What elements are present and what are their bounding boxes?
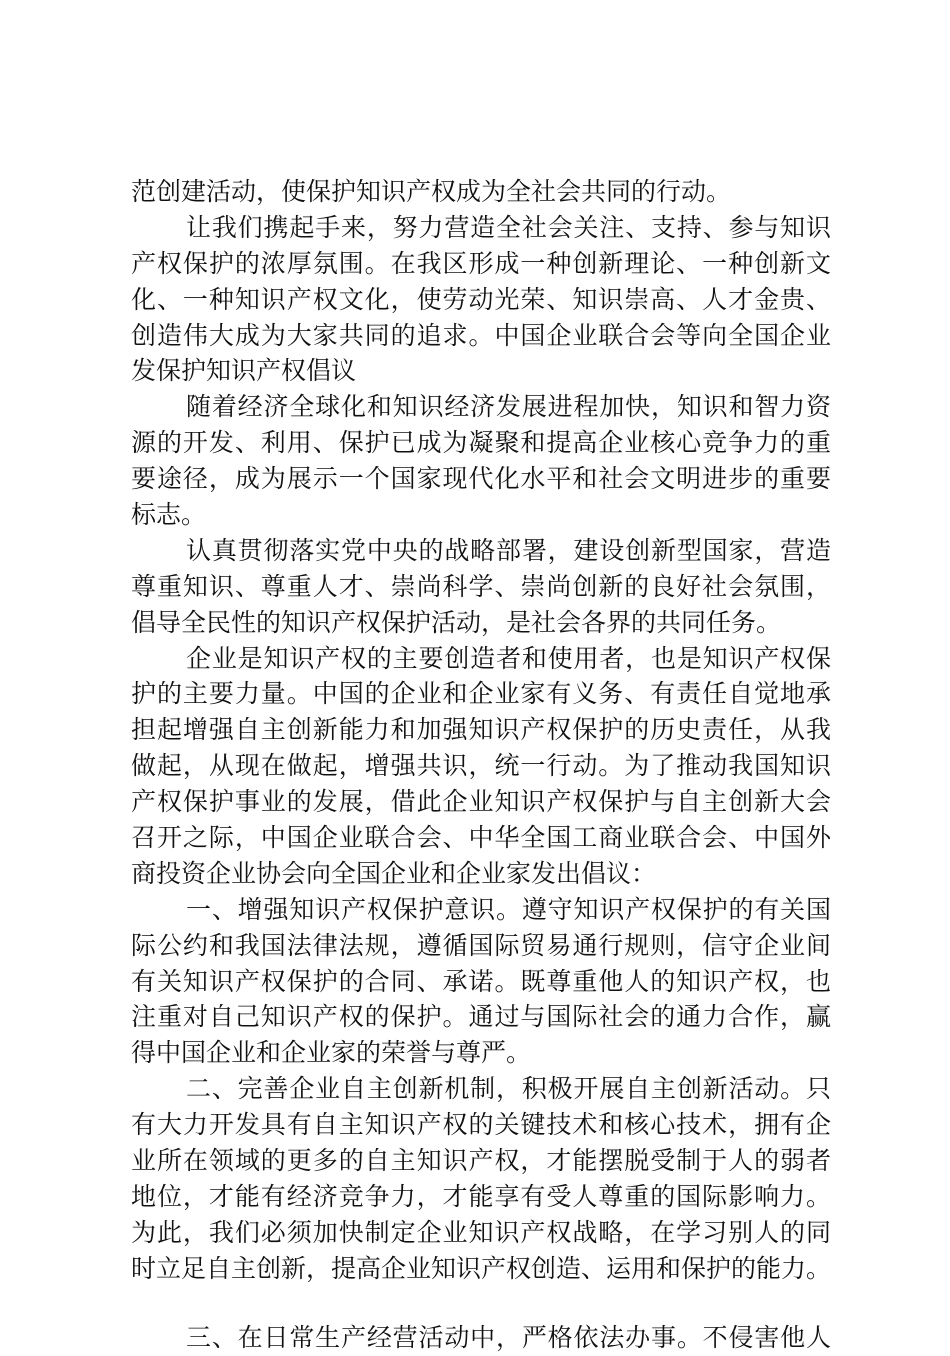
text-line: 做起，从现在做起，增强共识，统一行动。为了推动我国知识 <box>131 751 831 781</box>
paragraph-spacer <box>131 1287 831 1320</box>
paragraph-first-line: 一、增强知识产权保护意识。遵守知识产权保护的有关国 <box>186 894 831 924</box>
text-line: 际公约和我国法律法规，遵循国际贸易通行规则，信守企业间 <box>131 930 831 960</box>
paragraph-first-line: 二、完善企业自主创新机制，积极开展自主创新活动。只 <box>186 1074 831 1104</box>
text-line: 时立足自主创新，提高企业知识产权创造、运用和保护的能力。 <box>131 1253 832 1283</box>
text-line: 商投资企业协会向全国企业和企业家发出倡议： <box>131 858 657 888</box>
text-line: 注重对自己知识产权的保护。通过与国际社会的通力合作，赢 <box>131 1002 831 1032</box>
text-line: 担起增强自主创新能力和加强知识产权保护的历史责任，从我 <box>131 715 831 745</box>
text-line: 业所在领域的更多的自主知识产权，才能摆脱受制于人的弱者 <box>131 1146 831 1176</box>
text-line: 要途径，成为展示一个国家现代化水平和社会文明进步的重要 <box>131 464 831 494</box>
text-line: 发保护知识产权倡议 <box>131 356 357 386</box>
text-line: 源的开发、利用、保护已成为凝聚和提高企业核心竞争力的重 <box>131 428 831 458</box>
text-line: 有关知识产权保护的合同、承诺。既尊重他人的知识产权，也 <box>131 966 831 996</box>
document-body <box>131 174 831 1356</box>
text-line: 尊重知识、尊重人才、崇尚科学、崇尚创新的良好社会氛围， <box>131 571 831 601</box>
text-line: 范创建活动，使保护知识产权成为全社会共同的行动。 <box>131 177 732 206</box>
paragraph-first-line: 让我们携起手来，努力营造全社会关注、支持、参与知识 <box>186 212 831 242</box>
text-line: 护的主要力量。中国的企业和企业家有义务、有责任自觉地承 <box>131 679 831 709</box>
text-line: 标志。 <box>131 500 207 530</box>
paragraph-first-line: 认真贯彻落实党中央的战略部署，建设创新型国家，营造 <box>186 535 831 565</box>
text-line: 得中国企业和企业家的荣誉与尊严。 <box>131 1038 532 1068</box>
text-line: 产权保护的浓厚氛围。在我区形成一种创新理论、一种创新文 <box>131 248 831 278</box>
text-line: 为此，我们必须加快制定企业知识产权战略，在学习别人的同 <box>131 1217 831 1247</box>
paragraph-first-line: 随着经济全球化和知识经济发展进程加快，知识和智力资 <box>186 392 831 422</box>
text-line: 地位，才能有经济竞争力，才能享有受人尊重的国际影响力。 <box>131 1181 831 1211</box>
text-line: 化、一种知识产权文化，使劳动光荣、知识崇高、人才金贵、 <box>131 284 831 314</box>
paragraph-first-line: 企业是知识产权的主要创造者和使用者，也是知识产权保 <box>186 643 831 673</box>
text-line: 有大力开发具有自主知识产权的关键技术和核心技术，拥有企 <box>131 1110 831 1140</box>
text-line: 召开之际，中国企业联合会、中华全国工商业联合会、中国外 <box>131 823 831 853</box>
text-line: 产权保护事业的发展，借此企业知识产权保护与自主创新大会 <box>131 787 831 817</box>
text-line: 倡导全民性的知识产权保护活动，是社会各界的共同任务。 <box>131 607 782 637</box>
paragraph-first-line: 三、在日常生产经营活动中，严格依法办事。不侵害他人 <box>186 1322 831 1352</box>
text-line: 创造伟大成为大家共同的追求。中国企业联合会等向全国企业 <box>131 320 831 350</box>
